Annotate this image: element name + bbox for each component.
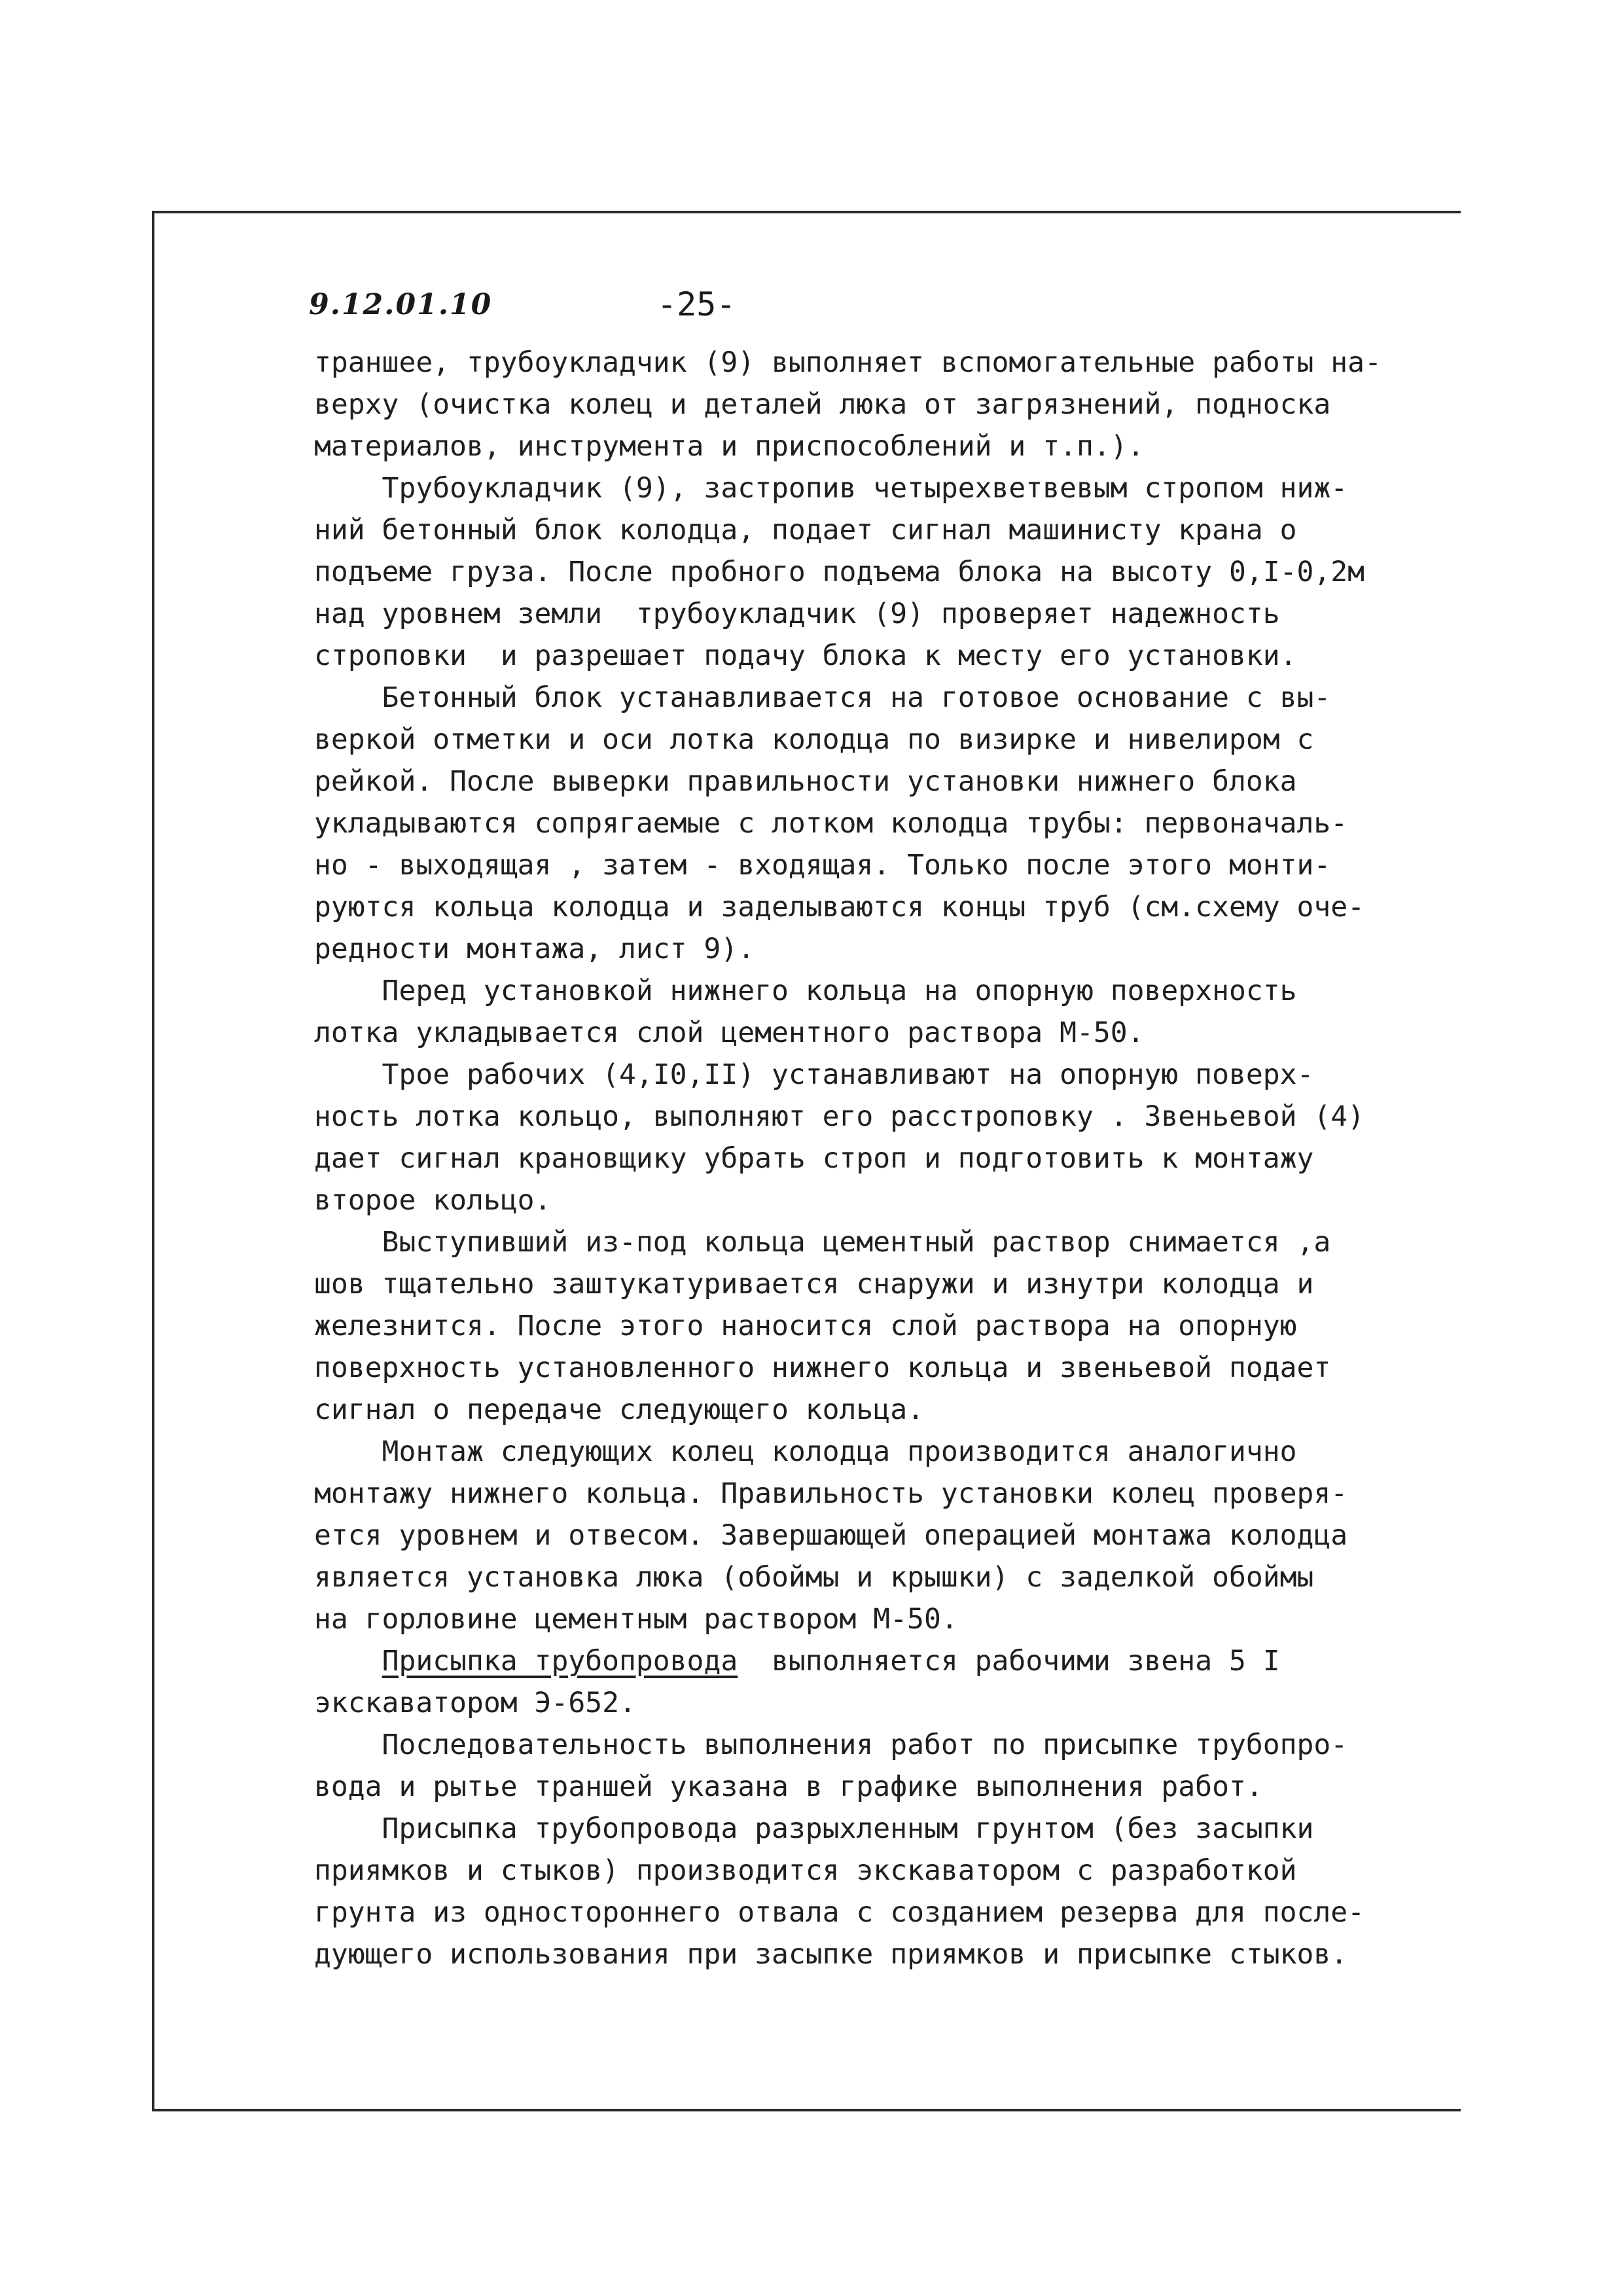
frame-bottom-border: [152, 2109, 1461, 2111]
text-line: поверхность установленного нижнего кольца и звеньевой подает: [314, 1352, 1331, 1384]
text-line: укладываются сопрягаемые с лотком колодца трубы: первоначаль-: [314, 807, 1348, 840]
text-line: второе кольцо.: [314, 1184, 552, 1217]
text-line: траншее, трубоукладчик (9) выполняет вспомогательные работы на-: [314, 346, 1382, 379]
text-line: редности монтажа, лист 9).: [314, 933, 755, 965]
section-heading-rest: выполняется рабочими звена 5 I: [738, 1645, 1280, 1677]
text-line: является установка люка (обоймы и крышки) с заделкой обоймы: [314, 1561, 1314, 1594]
text-line: веркой отметки и оси лотка колодца по визирке и нивелиром с: [314, 723, 1314, 756]
text-line: Монтаж следующих колец колодца производится аналогично: [314, 1435, 1297, 1468]
text-line: на горловине цементным раствором М-50.: [314, 1603, 958, 1636]
text-line: Присыпка трубопровода разрыхленным грунтом (без засыпки: [314, 1812, 1314, 1845]
text-line: грунта из одностороннего отвала с созданием резерва для после-: [314, 1896, 1365, 1929]
text-line: ется уровнем и отвесом. Завершающей операцией монтажа колодца: [314, 1519, 1348, 1552]
text-line: экскаватором Э-652.: [314, 1687, 636, 1719]
document-code: 9.12.01.10: [309, 288, 493, 321]
text-line: рейкой. После выверки правильности установки нижнего блока: [314, 765, 1297, 798]
text-line: подъеме груза. После пробного подъема блока на высоту 0,I-0,2м: [314, 556, 1365, 588]
frame-top-border: [152, 211, 1461, 213]
text-line: монтажу нижнего кольца. Правильность установки колец проверя-: [314, 1477, 1348, 1510]
text-line: руются кольца колодца и заделываются концы труб (см.схему оче-: [314, 891, 1365, 924]
text-line: дает сигнал крановщику убрать строп и подготовить к монтажу: [314, 1142, 1314, 1175]
text-line: вода и рытье траншей указана в графике выполнения работ.: [314, 1770, 1263, 1803]
text-line: над уровнем земли трубоукладчик (9) проверяет надежность: [314, 598, 1280, 630]
text-line: железнится. После этого наносится слой раствора на опорную: [314, 1310, 1297, 1342]
text-line: ний бетонный блок колодца, подает сигнал машинисту крана о: [314, 514, 1297, 547]
text-line: приямков и стыков) производится экскаватором с разработкой: [314, 1854, 1297, 1887]
text-line: материалов, инструмента и приспособлений и т.п.).: [314, 430, 1145, 463]
text-line: Перед установкой нижнего кольца на опорную поверхность: [314, 975, 1297, 1007]
text-line: дующего использования при засыпке приямков и присыпке стыков.: [314, 1938, 1348, 1971]
text-line: строповки и разрешает подачу блока к месту его установки.: [314, 639, 1297, 672]
text-line: лотка укладывается слой цементного раствора М-50.: [314, 1016, 1145, 1049]
page-number: -25-: [657, 285, 736, 323]
text-line: Выступивший из-под кольца цементный раствор снимается ,а: [314, 1226, 1331, 1259]
section-heading-line: [314, 1640, 1394, 1682]
text-line: ность лотка кольцо, выполняют его расстроповку . Звеньевой (4): [314, 1100, 1365, 1133]
body-text: [314, 342, 1394, 1975]
text-line: Бетонный блок устанавливается на готовое основание с вы-: [314, 681, 1331, 714]
text-line: верху (очистка колец и деталей люка от загрязнений, подноска: [314, 388, 1331, 421]
text-line: но - выходящая , затем - входящая. Только после этого монти-: [314, 849, 1331, 882]
page-header: [309, 285, 1421, 340]
frame-left-border: [152, 211, 154, 2110]
text-line: шов тщательно заштукатуривается снаружи и изнутри колодца и: [314, 1268, 1314, 1300]
text-line: сигнал о передаче следующего кольца.: [314, 1393, 924, 1426]
text-line: Последовательность выполнения работ по присыпке трубопро-: [314, 1729, 1348, 1761]
text-line: Трое рабочих (4,I0,II) устанавливают на опорную поверх-: [314, 1058, 1314, 1091]
text-line: Трубоукладчик (9), застропив четырехветвевым стропом ниж-: [314, 472, 1348, 505]
section-heading-underlined: Присыпка трубопровода: [382, 1645, 738, 1677]
